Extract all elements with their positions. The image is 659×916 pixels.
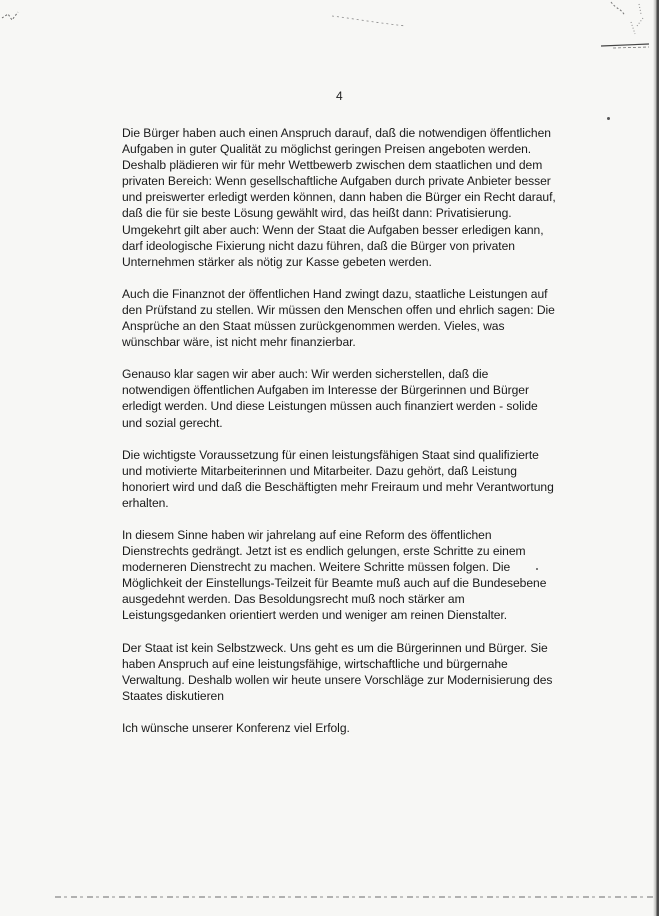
paragraph-1: Die Bürger haben auch einen Anspruch darauf, daß die notwendigen öffentlichen Aufgaben in guter Qualität zu möglichst geringen Preisen angeboten werden. Deshalb plädieren wir für mehr Wettbewerb zwischen dem staatlichen und dem privaten Bereich: Wenn gesellschaftliche Aufgaben durch private Anbieter besser und preiswerter erledigt werden können, dann haben die Bürger ein Recht darauf, daß die für sie beste Lösung gewählt wird, das heißt dann: Privatisierung. Umgekehrt gilt aber auch: Wenn der Staat die Aufgaben besser erledigen kann, darf ideologische Fixierung nicht dazu führen, daß die Bürger von privaten Unternehmen stärker als nötig zur Kasse gebeten werden. [122,126,556,269]
body-text [122,125,570,752]
paragraph-7: Ich wünsche unserer Konferenz viel Erfolg. [122,720,350,735]
scan-mark-top [330,10,410,28]
scan-edge-bottom [55,896,655,898]
paragraph-2: Auch die Finanznot der öffentlichen Hand zwingt dazu, staatliche Leistungen auf den Prüfstand zu stellen. Wir müssen den Menschen offen und ehrlich sagen: Die Ansprüche an den Staat müssen zurückgenommen werden. Vieles, was wünschbar wäre, ist nicht mehr finanzierbar. [122,286,555,350]
scan-speck [607,117,610,120]
paragraph-6: Der Staat ist kein Selbstzweck. Uns geht es um die Bürgerinnen und Bürger. Sie haben Anspruch auf eine leistungsfähige, wirtschaftliche und bürgernahe Verwaltung. Deshalb wollen wir heute unsere Vorschläge zur Modernisierung des Staates diskutieren [122,640,553,703]
scan-edge-right [653,0,659,916]
page-number: 4 [336,89,343,103]
paragraph-5: In diesem Sinne haben wir jahrelang auf eine Reform des öffentlichen Dienstrechts gedrängt. Jetzt ist es endlich gelungen, erste Schritte zu einem moderneren Dienstrecht zu machen. Weitere Schritte müssen folgen. Die Möglichkeit der Einstellungs-Teilzeit für Beamte muß auch auf die Bundesebene ausgedehnt werden. Das Besoldungsrecht muß noch stärker am Leistungsgedanken orientiert werden und weniger am reinen Dienstalter. [122,527,547,623]
paragraph-4: Die wichtigste Voraussetzung für einen leistungsfähigen Staat sind qualifizierte und motivierte Mitarbeiterinnen und Mitarbeiter. Dazu gehört, daß Leistung honoriert wird und daß die Beschäftigten mehr Freiraum und mehr Verantwortung erhalten. [122,447,554,510]
paragraph-3: Genauso klar sagen wir aber auch: Wir werden sicherstellen, daß die notwendigen öffentlichen Aufgaben im Interesse der Bürgerinnen und Bürger erledigt werden. Und diese Leistungen müssen auch finanziert werden - solide und sozial gerecht. [122,367,538,430]
scan-smudge-top-right [591,0,651,55]
scan-mark-top-left [0,0,40,30]
